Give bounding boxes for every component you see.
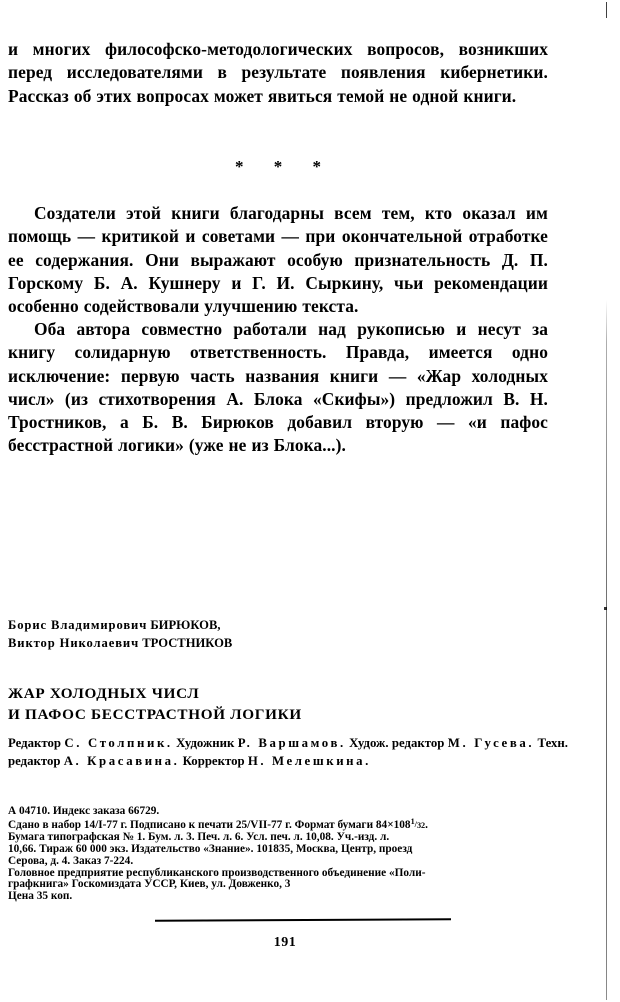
imprint-block xyxy=(8,806,583,903)
editor-label: Редактор xyxy=(8,736,62,750)
paragraph-acknowledgements-block xyxy=(8,202,548,318)
scan-artifact-speck xyxy=(604,607,607,610)
paragraph-intro: и многих философско-методологических вопросов, возникших перед исследователями в результате появления кибернетики. Рассказ об этих вопросах может явиться темой не одной книги. xyxy=(8,39,548,106)
author-two-given-name: Виктор Николаевич xyxy=(8,636,140,650)
paragraph-acknowledgements: Создатели этой книги благодарны всем тем, кто оказал им помощь — критикой и советами — при окончательной отработке ее содержания. Они выражают особую признательность Д. П. Горскому Б. А. Кушнеру и Г. И. Сыркину, чьи рекомендации особенно содействовали улучшению текста. xyxy=(8,203,548,317)
imprint-dates-tail: . xyxy=(425,818,428,831)
imprint-line-print-run: 10,66. Тираж 60 000 экз. Издательство «Знание». 101835, Москва, Центр, проезд xyxy=(8,842,413,855)
section-separator-asterisks: * * * xyxy=(235,157,334,176)
art-editor-name: М. Гусева. xyxy=(447,736,535,750)
colophon-authors xyxy=(8,616,428,652)
fraction-numerator: 1 xyxy=(410,816,415,826)
paragraph-authorship-block xyxy=(8,318,548,458)
colophon-book-title xyxy=(8,683,428,725)
imprint-line-address: Серова, д. 4. Заказ 7-224. xyxy=(8,854,134,867)
paragraph-authorship: Оба автора совместно работали над рукописью и несут за книгу солидарную ответственность. Правда, имеется одно исключение: первую часть названия книги — «Жар холодных числ» (из стихотворения А. Блока «Скифы») предложил В. Н. Тростников, а Б. В. Бирюков добавил вторую — «и пафос бесстрастной логики» (уже не из Блока...). xyxy=(8,319,548,456)
imprint-line-printer-1: Головное предприятие республиканского производственного объединение «Поли- xyxy=(8,866,426,879)
artist-name: Р. Варшамов. xyxy=(237,736,346,750)
proofreader-label: Корректор xyxy=(182,753,245,768)
paper-format-fraction: 1/32 xyxy=(410,816,426,830)
author-one-given-name: Борис Владимирович xyxy=(8,618,148,632)
editor-name: С. Столпник. xyxy=(64,736,173,750)
imprint-dates-text: Сдано в набор 14/I-77 г. Подписано к печати 25/VII-77 г. Формат бумаги 84×108 xyxy=(8,818,411,831)
paragraph-intro-block xyxy=(8,38,548,108)
scan-artifact-edge-line xyxy=(606,300,607,1000)
tech-editor-label: Техн. редактор xyxy=(8,736,568,768)
tech-editor-name: А. Красавина. xyxy=(63,753,180,768)
art-editor-label: Худож. редактор xyxy=(349,736,445,750)
imprint-line-dates-format xyxy=(8,818,583,831)
imprint-line-price: Цена 35 коп. xyxy=(8,890,73,903)
author-two-surname: ТРОСТНИКОВ xyxy=(142,636,233,650)
colophon-author-line-1 xyxy=(8,616,428,634)
book-title-line-1: ЖАР ХОЛОДНЫХ ЧИСЛ xyxy=(8,685,200,702)
colophon-author-line-2 xyxy=(8,634,428,652)
fraction-denominator: 32 xyxy=(416,820,426,830)
page-number: 191 xyxy=(273,935,297,950)
imprint-line-printer-2: графкнига» Госкомиздата УССР, Киев, ул. Довженко, 3 xyxy=(8,878,291,891)
book-title-line-2: И ПАФОС БЕССТРАСТНОЙ ЛОГИКИ xyxy=(8,706,302,723)
imprint-line-registration: А 04710. Индекс заказа 66729. xyxy=(8,805,160,817)
scan-artifact-tick-icon xyxy=(606,2,607,18)
artist-label: Художник xyxy=(176,736,235,750)
author-one-surname: БИРЮКОВ, xyxy=(150,618,221,632)
production-credits xyxy=(8,735,568,770)
footer-divider-rule xyxy=(155,918,451,921)
proofreader-name: Н. Мелешкина. xyxy=(247,753,371,768)
imprint-line-sheets: Бумага типографская № 1. Бум. л. 3. Печ. л. 6. Усл. печ. л. 10,08. Уч.-изд. л. xyxy=(8,830,390,843)
